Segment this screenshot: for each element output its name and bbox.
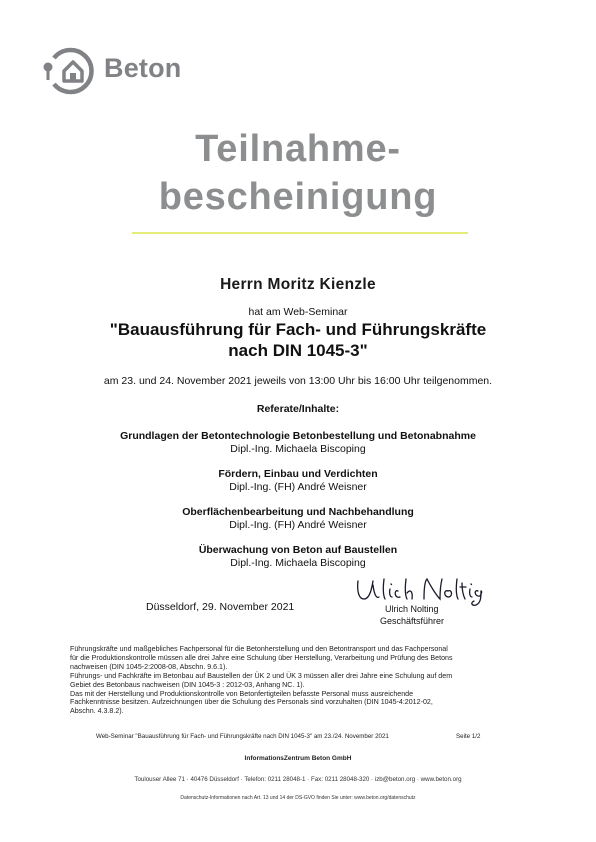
title-line-2: bescheinigung (158, 176, 438, 218)
intro-text: hat am Web-Seminar (248, 306, 348, 318)
fine-print-line: Das mit der Herstellung und Produktionskontrolle von Betonfertigteilen befasste Personal muss ausreichende (70, 689, 414, 698)
fine-print-line: für die Produktionskontrolle müssen alle drei Jahre eine Schulung über Herstellung, Verarbeitung und Prüfung des Betons (70, 653, 453, 662)
topic-title: Oberflächenbearbeitung und Nachbehandlung (182, 506, 414, 518)
signer-role: Geschäftsführer (380, 616, 445, 626)
topic-title: Überwachung von Beton auf Baustellen (198, 544, 398, 556)
topic-title: Grundlagen der Betontechnologie Betonbestellung und Betonabnahme (120, 430, 476, 442)
topic-title: Fördern, Einbau und Verdichten (218, 468, 378, 480)
seminar-title-line-1: "Bauausführung für Fach- und Führungskräfte (109, 320, 487, 339)
company-address: Toulouser Allee 71 · 40476 Düsseldorf · Telefon: 0211 28048-1 · Fax: 0211 28048-320 · izb@beton.org · www.beton.org (134, 776, 462, 783)
page-number: Seite 1/2 (456, 733, 481, 740)
referate-heading: Referate/Inhalte: (256, 403, 340, 415)
fine-print (70, 645, 540, 716)
fine-print-line: Führungs- und Fachkräfte im Betonbau auf Baustellen der ÜK 2 und ÜK 3 müssen aller drei Jahre eine Schulung auf dem (70, 671, 453, 680)
fine-print-line: Gebiet des Betonbaus nachweisen (DIN 1045-3 : 2012-03, Anhang NC. 1). (70, 680, 305, 689)
beton-logo (40, 44, 210, 100)
participation-date: am 23. und 24. November 2021 jeweils von 13:00 Uhr bis 16:00 Uhr teilgenommen. (103, 375, 493, 387)
topic-speaker: Dipl.-Ing. Michaela Biscoping (230, 557, 366, 569)
topic-speaker: Dipl.-Ing. Michaela Biscoping (230, 443, 366, 455)
signer-name: Ulrich Nolting (385, 604, 439, 614)
fine-print-line: Abschn. 4.3.8.2). (70, 707, 124, 716)
logo-text: Beton (104, 53, 182, 83)
footer-seminar-line: Web-Seminar "Bauausführung für Fach- und Führungskräfte nach DIN 1045-3" am 23./24. November 2021 (96, 733, 389, 740)
topic-speaker: Dipl.-Ing. (FH) André Weisner (229, 519, 367, 531)
handwritten-signature (354, 575, 490, 607)
fine-print-line: nachweisen (DIN 1045-2:2008-08, Abschn. 9.6.1). (70, 662, 228, 671)
recipient-name: Herrn Moritz Kienzle (220, 276, 376, 293)
house-key-logo-icon (40, 44, 104, 100)
title-underline (132, 232, 468, 234)
fine-print-line: Fachkenntnisse besitzen. Aufzeichnungen über die Schulung des Personals sind vorzuhalten (DIN 1045-4:2012-02, (70, 698, 433, 707)
seminar-title-line-2: nach DIN 1045-3" (228, 341, 368, 360)
fine-print-line: Führungskräfte und maßgebliches Fachpersonal für die Betonherstellung und den Betontransport und das Fachpersonal (70, 645, 448, 653)
place-and-date: Düsseldorf, 29. November 2021 (146, 601, 295, 613)
company-name: InformationsZentrum Beton GmbH (244, 755, 352, 762)
topic-speaker: Dipl.-Ing. (FH) André Weisner (229, 481, 367, 493)
privacy-notice: Datenschutz-Informationen nach Art. 13 und 14 der DS-GVO finden Sie unter: www.beton.org/datenschutz (180, 795, 416, 801)
title-line-1: Teilnahme- (195, 128, 401, 170)
